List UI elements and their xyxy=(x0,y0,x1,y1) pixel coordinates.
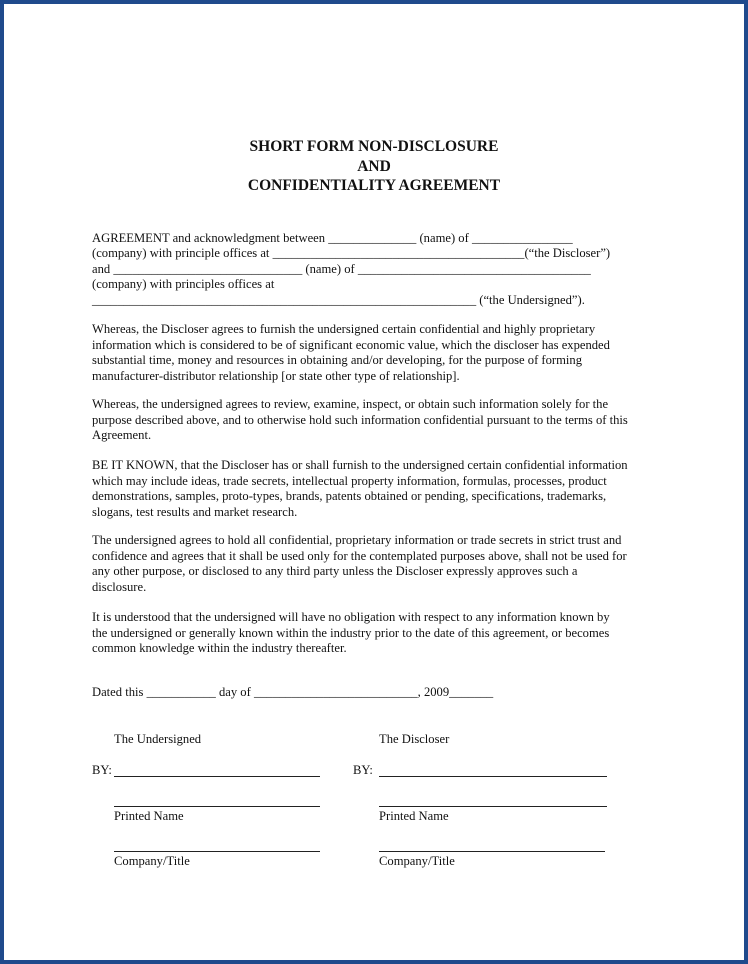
paragraph-line: disclosure. xyxy=(92,579,147,594)
undersigned-signature-line[interactable] xyxy=(114,776,320,777)
paragraph-line: confidence and agrees that it shall be used only for the contemplated purposes above, shall not be used for xyxy=(92,548,627,563)
paragraph-line: Whereas, the Discloser agrees to furnish the undersigned certain confidential and highly proprietary xyxy=(92,322,596,336)
discloser-printed-name-label: Printed Name xyxy=(379,809,449,823)
parties-line-3: and ______________________________ (name) of _____________________________________ xyxy=(92,262,591,276)
paragraph-line: any other purpose, or disclosed to any third party unless the Discloser expressly approves such a xyxy=(92,564,578,579)
paragraph-line: manufacturer-distributor relationship [or state other type of relationship]. xyxy=(92,368,460,383)
undersigned-company-title-label: Company/Title xyxy=(114,854,190,868)
parties-line-2: (company) with principle offices at ________________________________________(“the Discloser”) xyxy=(92,246,611,260)
discloser-by-label: BY: xyxy=(353,763,373,777)
discloser-signature-line[interactable] xyxy=(379,776,607,777)
paragraph-line: purpose described above, and to otherwise hold such information confidential pursuant to the terms of this xyxy=(92,412,628,427)
paragraph-line: common knowledge within the industry thereafter. xyxy=(92,641,347,656)
paragraph-whereas-undersigned xyxy=(92,397,672,444)
paragraph-line: the undersigned or generally known within the industry prior to the date of this agreement, or becomes xyxy=(92,625,610,640)
paragraph-line: It is understood that the undersigned will have no obligation with respect to any information known by xyxy=(92,610,610,624)
paragraph-line: which may include ideas, trade secrets, intellectual property information, formulas, processes, product xyxy=(92,473,607,488)
discloser-company-title-line[interactable] xyxy=(379,851,605,852)
undersigned-printed-name-label: Printed Name xyxy=(114,809,184,823)
discloser-heading: The Discloser xyxy=(379,732,450,746)
parties-line-5: _____________________________________________________________ (“the Undersigned”). xyxy=(92,293,585,307)
discloser-printed-name-line[interactable] xyxy=(379,806,607,807)
title-line-3: CONFIDENTIALITY AGREEMENT xyxy=(247,177,501,194)
paragraph-line: Agreement. xyxy=(92,428,152,443)
undersigned-heading: The Undersigned xyxy=(114,732,202,746)
title-line-2: AND xyxy=(357,158,391,175)
paragraph-whereas-discloser xyxy=(92,322,672,384)
title-line-1: SHORT FORM NON-DISCLOSURE xyxy=(249,138,499,155)
paragraph-line: Whereas, the undersigned agrees to review, examine, inspect, or obtain such information solely for the xyxy=(92,397,609,411)
dated-line: Dated this ___________ day of __________________________, 2009_______ xyxy=(92,685,494,699)
undersigned-printed-name-line[interactable] xyxy=(114,806,320,807)
parties-line-1: AGREEMENT and acknowledgment between ______________ (name) of ________________ xyxy=(92,231,573,245)
paragraph-line: slogans, test results and market research. xyxy=(92,504,298,519)
undersigned-by-label: BY: xyxy=(92,763,112,777)
paragraph-hold-confidential xyxy=(92,533,672,595)
paragraph-no-obligation xyxy=(92,610,672,657)
paragraph-line: The undersigned agrees to hold all confidential, proprietary information or trade secrets in strict trust and xyxy=(92,533,622,547)
paragraph-line: demonstrations, samples, proto-types, brands, patents obtained or pending, specifications, trademarks, xyxy=(92,489,607,504)
discloser-company-title-label: Company/Title xyxy=(379,854,455,868)
paragraph-line: substantial time, money and resources in obtaining and/or developing, for the purpose of forming xyxy=(92,353,582,368)
paragraph-line: information which is considered to be of significant economic value, which the discloser has expended xyxy=(92,337,610,352)
parties-line-4: (company) with principles offices at xyxy=(92,277,275,291)
paragraph-line: BE IT KNOWN, that the Discloser has or shall furnish to the undersigned certain confidential information xyxy=(92,458,628,472)
paragraph-be-it-known xyxy=(92,458,672,520)
undersigned-company-title-line[interactable] xyxy=(114,851,320,852)
